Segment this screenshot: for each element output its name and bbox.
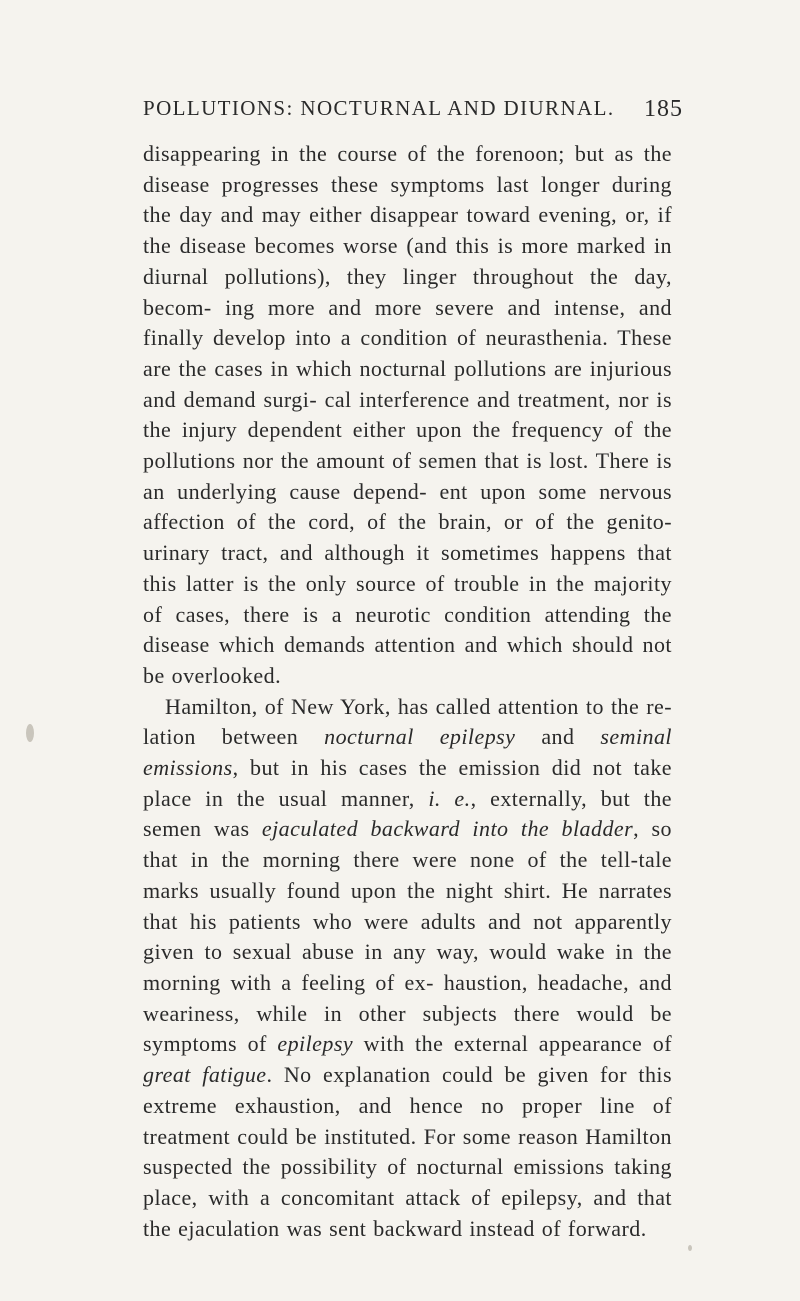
running-head bbox=[143, 96, 683, 136]
paper-speck bbox=[688, 1245, 692, 1251]
text-run: , but in his cases the emission did not take place in the usual manner, bbox=[143, 755, 672, 811]
body-text bbox=[143, 139, 672, 1244]
text-run: . No explanation could be given for this extreme exhaustion, and hence no proper line of treatment could be instituted. For some reason Hamilton suspected the possibility of nocturnal emissions taking place, with a concomitant attack of epilepsy, and that the ejaculation was sent backward instead of forward. bbox=[143, 1062, 672, 1241]
running-head-title: POLLUTIONS: NOCTURNAL AND DIURNAL. bbox=[143, 96, 615, 120]
text-run: , so that in the morning there were none of the tell-tale marks usually found upon the night shirt. He narrates that his patients who were adults and not apparently given to sexual abuse in any way, would wake in the morning with a feeling of ex- haustion, headache, and weariness, while in other subjects there would be symptoms of bbox=[143, 816, 672, 1057]
text-run: disappearing in the course of the forenoon; but as the disease progresses these symptoms last longer during the day and may either disappear toward evening, or, if the disease becomes worse (and this is more marked in diurnal pollutions), they linger throughout the day, becom- ing more and more severe and intense, and finally develop into a condition of neurasthenia. These are the cases in which nocturnal pollutions are injurious and demand surgi- cal interference and treatment, nor is the injury dependent either upon the frequency of the pollutions nor the amount of semen that is lost. There is an underlying cause depend- ent upon some nervous affection of the cord, of the brain, or of the genito-urinary tract, and although it sometimes happens that this latter is the only source of trouble in the majority of cases, there is a neurotic condition attending the disease which demands attention and which should not be overlooked. bbox=[143, 141, 672, 688]
italic-phrase: seminal emissions bbox=[143, 724, 672, 781]
italic-phrase: ejaculated backward into the bladder bbox=[261, 816, 634, 842]
italic-phrase: epilepsy bbox=[277, 1031, 354, 1057]
paragraph bbox=[143, 692, 672, 1245]
italic-phrase: nocturnal epilepsy bbox=[324, 724, 516, 750]
italic-phrase: great fatigue bbox=[143, 1062, 267, 1088]
text-run: and bbox=[515, 724, 601, 750]
text-run: with the external appearance of bbox=[353, 1031, 672, 1057]
text-run: Hamilton, of New York, has called attention to the re- lation between bbox=[143, 693, 672, 750]
paragraph bbox=[143, 139, 672, 692]
text-run: , externally, but the semen was bbox=[143, 785, 672, 842]
paper-speck bbox=[26, 724, 34, 742]
page-number: 185 bbox=[644, 96, 683, 122]
italic-phrase: i. e. bbox=[428, 785, 471, 811]
